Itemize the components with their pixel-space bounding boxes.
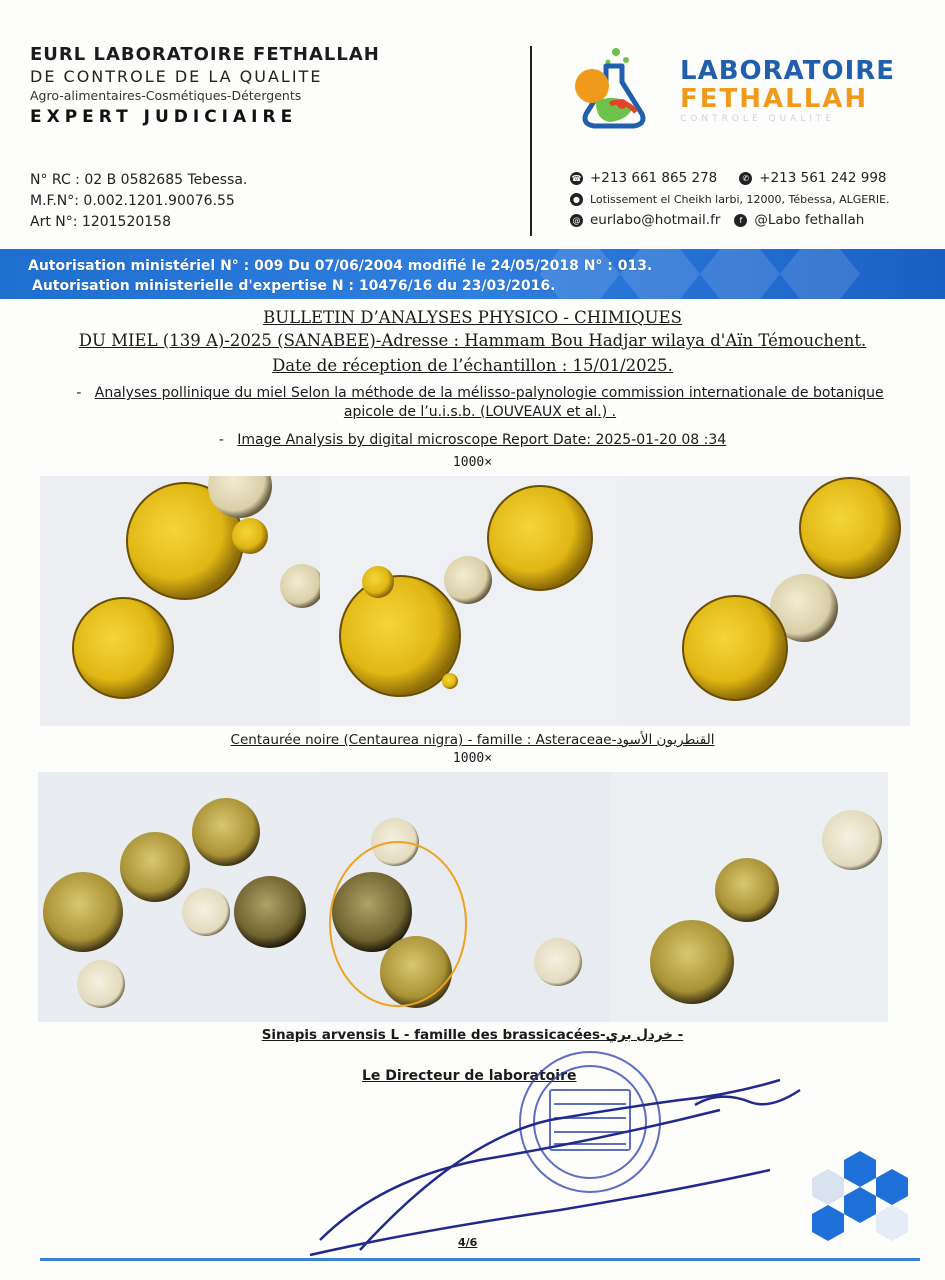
lab-header-left bbox=[30, 44, 380, 127]
registration-block bbox=[30, 170, 247, 233]
authorization-line-2: Autorisation ministerielle d'expertise N : 10476/16 du 23/03/2016. bbox=[32, 278, 556, 294]
brand-tagline: CONTROLE QUALITE bbox=[680, 114, 836, 124]
magnification-label-1: 1000× bbox=[452, 455, 493, 470]
micrograph-centaurea-2 bbox=[320, 476, 620, 726]
location-icon: ● bbox=[570, 193, 583, 206]
director-label: Le Directeur de laboratoire bbox=[362, 1068, 577, 1084]
image-bullet: - bbox=[218, 432, 224, 448]
phone-icon: ☎ bbox=[571, 174, 582, 183]
facebook-icon: f bbox=[734, 214, 747, 227]
authorization-text bbox=[28, 256, 652, 296]
micrograph-sinapis-1 bbox=[38, 772, 320, 1022]
email: eurlabo@hotmail.fr bbox=[590, 212, 721, 228]
lab-domains: Agro-alimentaires-Cosmétiques-Détergents bbox=[30, 88, 302, 103]
art-number: Art N°: 1201520158 bbox=[30, 214, 171, 230]
mobile-icon: ✆ bbox=[739, 172, 752, 185]
stamp-and-signature bbox=[300, 1040, 820, 1260]
analysis-method bbox=[50, 384, 910, 422]
rc-number: N° RC : 02 B 0582685 Tebessa. bbox=[30, 172, 248, 188]
mfn-number: M.F.N°: 0.002.1201.90076.55 bbox=[30, 193, 235, 209]
magnification-label-2: 1000× bbox=[452, 751, 493, 766]
flask-logo-icon bbox=[570, 42, 660, 132]
contact-block bbox=[570, 168, 890, 231]
phone-1: +213 661 865 278 bbox=[590, 170, 718, 186]
micrograph-centaurea-3 bbox=[620, 476, 910, 726]
hexagon-decoration-icon bbox=[780, 1120, 930, 1260]
brand-name-line1: LABORATOIRE bbox=[680, 56, 896, 86]
image-analysis-line bbox=[0, 432, 945, 448]
brand-name-line2: FETHALLAH bbox=[680, 84, 869, 114]
reception-date: Date de réception de l’échantillon : 15/01/2025. bbox=[272, 356, 673, 375]
caption-sinapis: Sinapis arvensis L - famille des brassicacées-خردل بري - bbox=[261, 1027, 684, 1043]
address: Lotissement el Cheikh larbi, 12000, Tébessa, ALGERIE. bbox=[590, 193, 890, 206]
bulletin-subject: DU MIEL (139 A)-2025 (SANABEE)-Adresse : Hammam Bou Hadjar wilaya d'Aïn Témouchent. bbox=[78, 331, 867, 350]
header-divider bbox=[530, 46, 532, 236]
bulletin-title: BULLETIN D’ANALYSES PHYSICO - CHIMIQUES bbox=[263, 308, 682, 327]
lab-title: EXPERT JUDICIAIRE bbox=[30, 107, 298, 127]
page-number: 4/6 bbox=[458, 1236, 478, 1249]
micrograph-sinapis-2 bbox=[320, 772, 610, 1022]
phone-2: +213 561 242 998 bbox=[759, 170, 887, 186]
method-bullet: - bbox=[76, 385, 82, 401]
lab-name: EURL LABORATOIRE FETHALLAH bbox=[30, 44, 380, 65]
method-text: Analyses pollinique du miel Selon la méthode de la mélisso-palynologie commission internationale de botanique apicole de l’u.i.s.b. (LOUVEAUX et al.) . bbox=[94, 385, 884, 420]
caption-centaurea: Centaurée noire (Centaurea nigra) - famille : Asteraceae-القنطريون الأسود bbox=[230, 732, 715, 748]
footer-line bbox=[40, 1258, 920, 1261]
micrograph-centaurea-1 bbox=[40, 476, 320, 726]
authorization-line-1: Autorisation ministériel N° : 009 Du 07/06/2004 modifié le 24/05/2018 N° : 013. bbox=[28, 258, 653, 274]
micrograph-sinapis-3 bbox=[610, 772, 888, 1022]
email-icon: @ bbox=[570, 214, 583, 227]
image-analysis-text: Image Analysis by digital microscope Report Date: 2025-01-20 08 :34 bbox=[237, 432, 727, 448]
lab-subtitle: DE CONTROLE DE LA QUALITE bbox=[30, 67, 323, 86]
facebook-handle: @Labo fethallah bbox=[754, 212, 865, 228]
